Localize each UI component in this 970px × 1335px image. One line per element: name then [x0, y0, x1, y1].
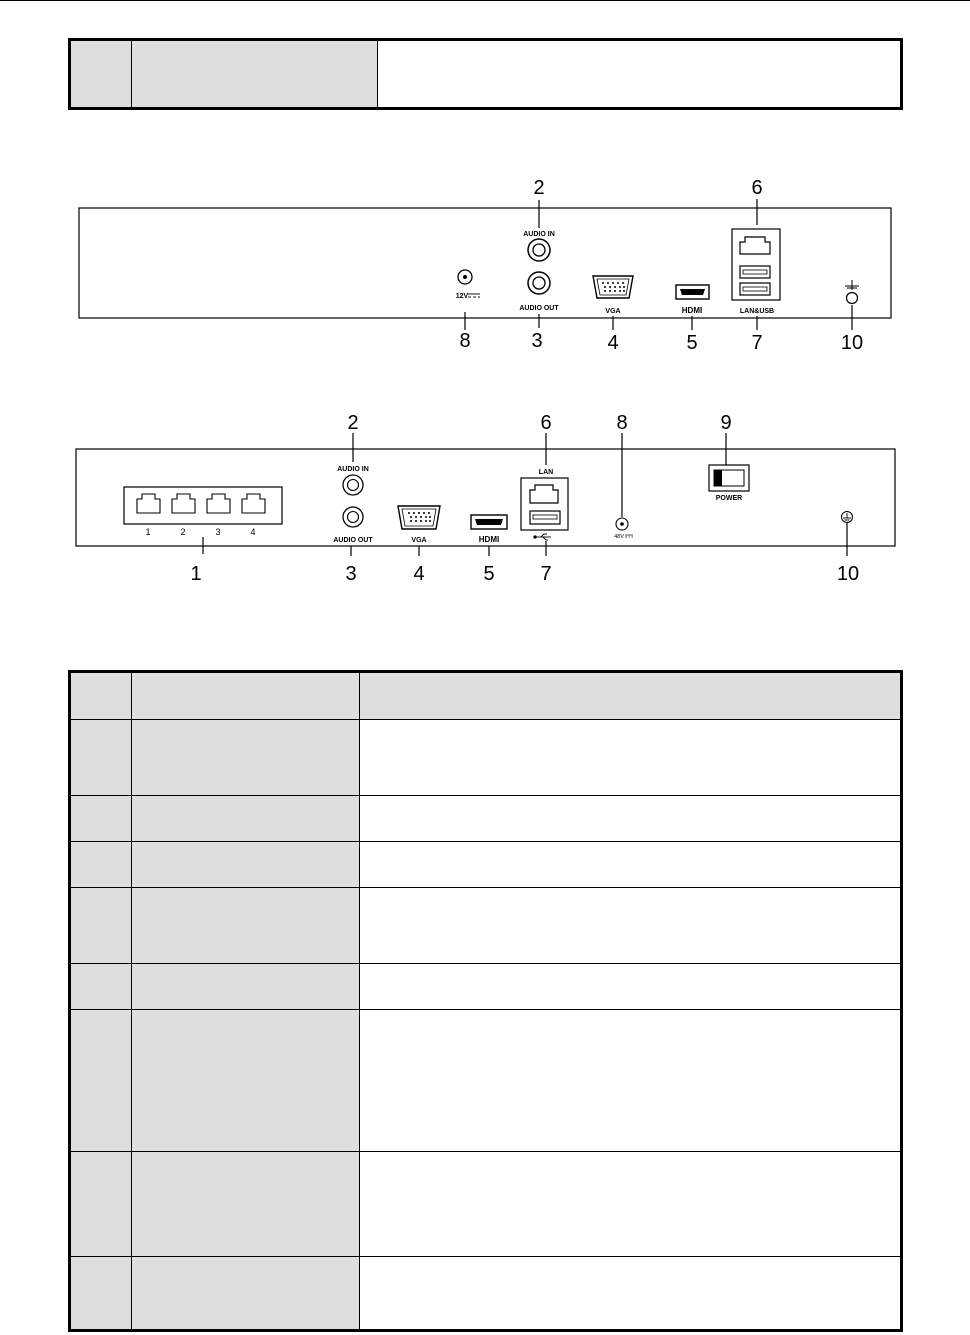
callout-5: 5: [483, 563, 495, 585]
vga-label: VGA: [605, 308, 621, 315]
callout-4: 4: [607, 332, 619, 354]
table-row: [70, 888, 902, 964]
rear-panel-b: [76, 412, 895, 585]
poe-port-label: 2: [180, 527, 186, 537]
callout-7: 7: [751, 332, 763, 354]
table-row: [70, 796, 902, 842]
hdmi-label: HDMI: [681, 306, 703, 315]
audio-in-label: AUDIO IN: [523, 231, 555, 238]
power-in-label: 12V: [455, 293, 469, 300]
callout-3: 3: [345, 563, 357, 585]
table-row: [70, 1152, 902, 1257]
poe-port-label: 1: [145, 527, 151, 537]
table-header-row: [70, 672, 902, 720]
table-row: [70, 720, 902, 796]
callout-2: 2: [533, 177, 545, 199]
callout-5: 5: [686, 332, 698, 354]
table-row: [70, 964, 902, 1010]
callout-8: 8: [616, 412, 628, 434]
power-switch-label: POWER: [715, 495, 743, 502]
table-row: [70, 1257, 902, 1331]
callout-2: 2: [347, 412, 359, 434]
callout-3: 3: [531, 330, 543, 352]
callout-10: 10: [840, 332, 864, 354]
callout-7: 7: [540, 563, 552, 585]
rear-panel-a: [79, 177, 891, 354]
power-in-label: 48V: [614, 534, 624, 540]
header-cell: [132, 672, 360, 720]
audio-out-label: AUDIO OUT: [333, 537, 373, 544]
poe-port-label: 4: [250, 527, 256, 537]
callout-1: 1: [190, 563, 202, 585]
callout-10: 10: [836, 563, 860, 585]
lan-label: LAN: [538, 469, 554, 476]
callout-4: 4: [413, 563, 425, 585]
vga-label: VGA: [411, 537, 427, 544]
table-row: [70, 1010, 902, 1152]
audio-out-label: AUDIO OUT: [519, 305, 559, 312]
lan-usb-label: LAN&USB: [739, 308, 775, 315]
rear-panel-diagrams: [0, 0, 970, 600]
callout-6: 6: [540, 412, 552, 434]
table-row: [70, 842, 902, 888]
callout-6: 6: [751, 177, 763, 199]
audio-in-label: AUDIO IN: [337, 466, 369, 473]
hdmi-label: HDMI: [478, 535, 500, 544]
poe-port-label: 3: [215, 527, 221, 537]
panel-outline: [79, 208, 891, 318]
header-cell: [70, 672, 132, 720]
panel-outline: [76, 449, 895, 546]
callout-8: 8: [459, 330, 471, 352]
header-cell: [360, 672, 902, 720]
callout-9: 9: [720, 412, 732, 434]
rear-panel-description-table: [68, 670, 903, 1332]
